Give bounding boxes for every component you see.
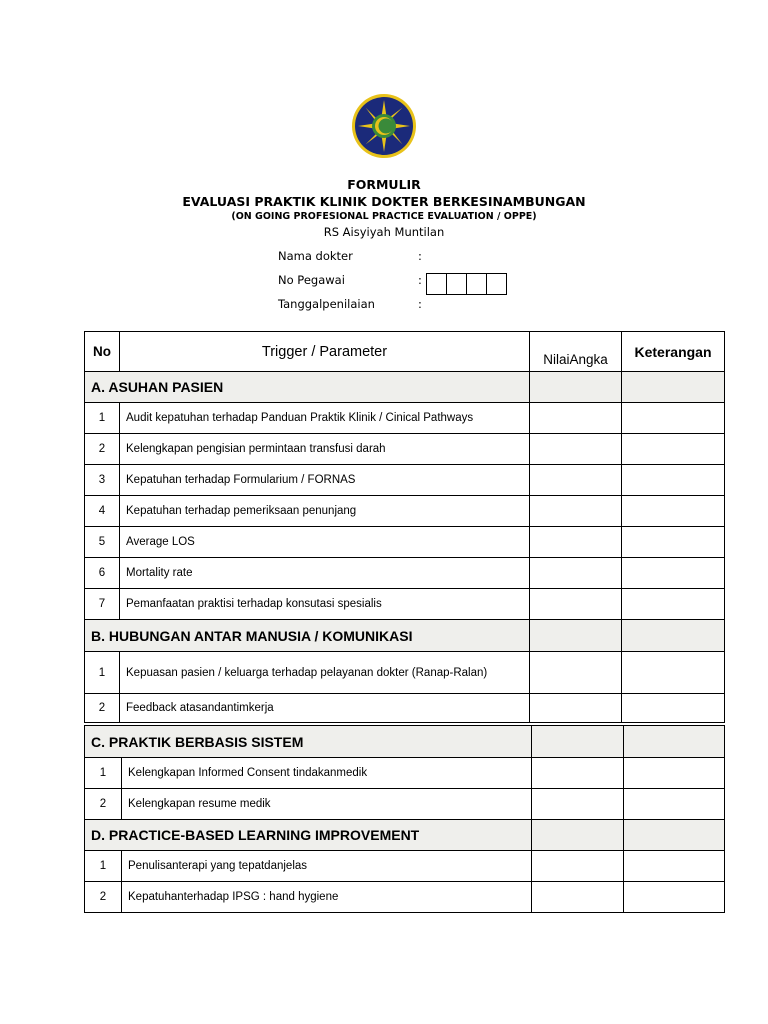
nilai-cell[interactable]	[530, 496, 622, 527]
keterangan-cell[interactable]	[622, 558, 725, 589]
nilai-cell	[532, 726, 624, 758]
nilai-cell[interactable]	[530, 527, 622, 558]
table-row	[85, 789, 725, 820]
nama-dokter-label: Nama dokter	[278, 249, 353, 263]
nilai-cell[interactable]	[532, 758, 624, 789]
nilai-cell[interactable]	[530, 694, 622, 723]
tanggal-penilaian-label: Tanggalpenilaian	[278, 297, 375, 311]
nilai-cell	[532, 820, 624, 851]
header-no: No	[85, 332, 120, 372]
table-row	[85, 589, 725, 620]
no-pegawai-boxes[interactable]	[426, 273, 507, 295]
nilai-cell[interactable]	[530, 403, 622, 434]
nama-dokter-field	[278, 249, 422, 263]
row-text: Kepatuhan terhadap pemeriksaan penunjang	[120, 496, 530, 527]
header-trigger: Trigger / Parameter	[120, 332, 530, 372]
row-no: 1	[85, 403, 120, 434]
table-row	[85, 403, 725, 434]
table-row	[85, 434, 725, 465]
section-b-header	[85, 620, 725, 652]
digit-box[interactable]	[447, 274, 467, 294]
evaluation-table-part2	[84, 725, 725, 913]
form-subtitle: EVALUASI PRAKTIK KLINIK DOKTER BERKESINAMBUNGAN	[182, 194, 586, 209]
keterangan-cell[interactable]	[622, 652, 725, 694]
keterangan-cell[interactable]	[622, 694, 725, 723]
form-title: FORMULIR	[347, 177, 421, 192]
table-header-row	[85, 332, 725, 372]
row-no: 2	[85, 882, 122, 913]
row-no: 4	[85, 496, 120, 527]
table-row	[85, 465, 725, 496]
keterangan-cell[interactable]	[622, 527, 725, 558]
row-text: Audit kepatuhan terhadap Panduan Praktik Klinik / Cinical Pathways	[120, 403, 530, 434]
header-keterangan: Keterangan	[622, 332, 725, 372]
section-d-header	[85, 820, 725, 851]
row-text: Penulisanterapi yang tepatdanjelas	[122, 851, 532, 882]
header-nilai: NilaiAngka	[530, 332, 622, 372]
row-no: 3	[85, 465, 120, 496]
row-text: Pemanfaatan praktisi terhadap konsutasi spesialis	[120, 589, 530, 620]
digit-box[interactable]	[427, 274, 447, 294]
muhammadiyah-logo-icon	[351, 93, 417, 159]
row-text: Average LOS	[120, 527, 530, 558]
keterangan-cell[interactable]	[624, 882, 725, 913]
keterangan-cell[interactable]	[622, 403, 725, 434]
row-text: Kelengkapan pengisian permintaan transfusi darah	[120, 434, 530, 465]
digit-box[interactable]	[487, 274, 506, 294]
keterangan-cell	[624, 726, 725, 758]
keterangan-cell[interactable]	[624, 758, 725, 789]
form-english-subtitle: (ON GOING PROFESIONAL PRACTICE EVALUATION / OPPE)	[231, 211, 537, 222]
nilai-cell[interactable]	[532, 789, 624, 820]
row-no: 1	[85, 758, 122, 789]
row-no: 2	[85, 694, 120, 723]
nilai-cell[interactable]	[530, 589, 622, 620]
section-d-title: D. PRACTICE-BASED LEARNING IMPROVEMENT	[85, 820, 532, 851]
keterangan-cell[interactable]	[622, 496, 725, 527]
row-no: 2	[85, 434, 120, 465]
nilai-cell[interactable]	[530, 652, 622, 694]
evaluation-table-part1	[84, 331, 725, 723]
colon: :	[418, 273, 422, 287]
section-b-title: B. HUBUNGAN ANTAR MANUSIA / KOMUNIKASI	[85, 620, 530, 652]
section-c-title: C. PRAKTIK BERBASIS SISTEM	[85, 726, 532, 758]
keterangan-cell	[622, 620, 725, 652]
section-c-header	[85, 726, 725, 758]
keterangan-cell	[622, 372, 725, 403]
row-text: Kepuasan pasien / keluarga terhadap pelayanan dokter (Ranap-Ralan)	[120, 652, 530, 694]
row-text: Feedback atasandantimkerja	[120, 694, 530, 723]
table-row	[85, 758, 725, 789]
hospital-name: RS Aisyiyah Muntilan	[323, 225, 445, 239]
nilai-cell[interactable]	[530, 558, 622, 589]
nilai-cell[interactable]	[532, 851, 624, 882]
row-text: Kelengkapan Informed Consent tindakanmedik	[122, 758, 532, 789]
keterangan-cell[interactable]	[622, 465, 725, 496]
digit-box[interactable]	[467, 274, 487, 294]
table-row	[85, 496, 725, 527]
keterangan-cell[interactable]	[624, 789, 725, 820]
no-pegawai-label: No Pegawai	[278, 273, 345, 287]
table-row	[85, 558, 725, 589]
nilai-cell[interactable]	[530, 465, 622, 496]
row-no: 7	[85, 589, 120, 620]
nilai-cell[interactable]	[530, 434, 622, 465]
keterangan-cell[interactable]	[622, 589, 725, 620]
table-row	[85, 527, 725, 558]
row-no: 1	[85, 652, 120, 694]
row-text: Mortality rate	[120, 558, 530, 589]
nilai-cell	[530, 620, 622, 652]
row-no: 1	[85, 851, 122, 882]
table-row	[85, 851, 725, 882]
keterangan-cell[interactable]	[622, 434, 725, 465]
row-no: 5	[85, 527, 120, 558]
colon: :	[418, 249, 422, 263]
row-no: 6	[85, 558, 120, 589]
table-row	[85, 652, 725, 694]
section-a-header	[85, 372, 725, 403]
no-pegawai-field	[278, 273, 422, 287]
table-row	[85, 882, 725, 913]
nilai-cell[interactable]	[532, 882, 624, 913]
keterangan-cell[interactable]	[624, 851, 725, 882]
nilai-cell	[530, 372, 622, 403]
table-row	[85, 694, 725, 723]
row-text: Kepatuhan terhadap Formularium / FORNAS	[120, 465, 530, 496]
section-a-title: A. ASUHAN PASIEN	[85, 372, 530, 403]
tanggal-penilaian-field	[278, 297, 422, 311]
row-no: 2	[85, 789, 122, 820]
row-text: Kepatuhanterhadap IPSG : hand hygiene	[122, 882, 532, 913]
keterangan-cell	[624, 820, 725, 851]
colon: :	[418, 297, 422, 311]
row-text: Kelengkapan resume medik	[122, 789, 532, 820]
